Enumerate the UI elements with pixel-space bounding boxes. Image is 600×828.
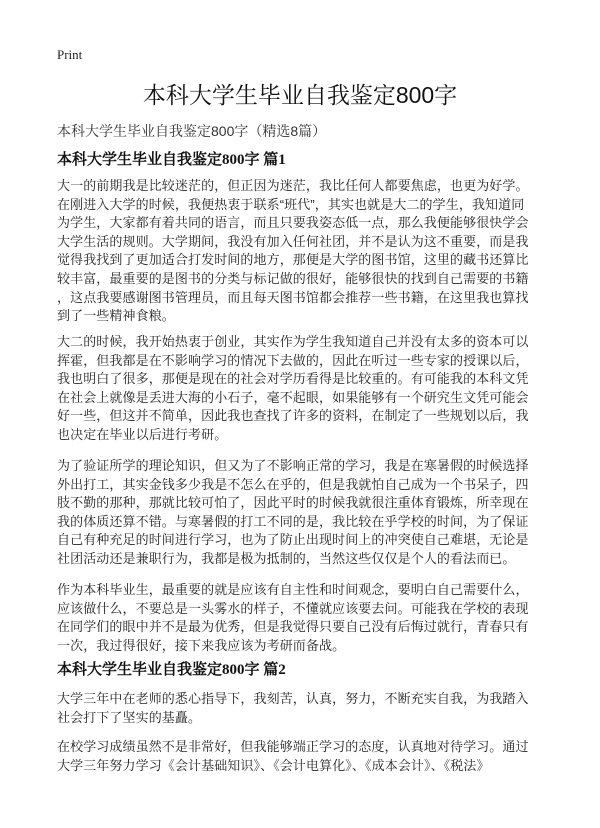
section-heading-1: 本科大学生毕业自我鉴定800字 篇1 bbox=[57, 152, 286, 168]
text-line: 外出打工，其实金钱多少我是不怎么在乎的，但是我就怕自己成为一个书呆子，四 bbox=[57, 476, 529, 492]
text-line: 一次，我过得很好，接下来我应该为考研而备战。 bbox=[57, 637, 346, 653]
section-heading-2: 本科大学生毕业自我鉴定800字 篇2 bbox=[57, 662, 286, 678]
text-line: 大学三年中在老师的悉心指导下，我刻苦，认真，努力，不断充实自我，为我踏入 bbox=[57, 691, 529, 706]
document-subtitle: 本科大学生毕业自我鉴定800字（精选8篇） bbox=[57, 123, 327, 139]
text-line: 大学生活的规则。大学期间，我没有加入任何社团，并不是认为这不重要，而是我 bbox=[57, 233, 529, 249]
text-line: 觉得我找到了更加适合打发时间的地方，那便是大学的图书馆，这里的藏书还算比 bbox=[57, 252, 529, 268]
text-line: 大一的前期我是比较迷茫的，但正因为迷茫，我比任何人都要焦虑，也更为好学。 bbox=[57, 178, 529, 193]
text-line: ，这点我要感谢图书管理员，而且每天图书馆都会推荐一些书籍，在这里我也算找 bbox=[57, 289, 529, 305]
text-line: 肢不勤的那种，那就比较可怕了，因此平时的时候我就很注重体育锻炼，所幸现在 bbox=[57, 495, 529, 511]
text-line: 大学三年努力学习《会计基础知识》、《会计电算化》、《成本会计》、《税法》 bbox=[57, 757, 490, 773]
text-line: 也决定在毕业以后进行考研。 bbox=[57, 426, 228, 442]
text-line: 大二的时候，我开始热衷于创业，其实作为学生我知道自己并没有太多的资本可以 bbox=[57, 334, 529, 349]
paragraph bbox=[57, 690, 549, 727]
text-line: 社会打下了坚实的基矗。 bbox=[57, 709, 202, 725]
text-line: 好一些，但这并不简单，因此我也查找了许多的资料，在制定了一些规划以后，我 bbox=[57, 408, 529, 424]
text-line: 在校学习成绩虽然不是非常好，但我能够端正学习的态度，认真地对待学习。通过 bbox=[57, 739, 529, 754]
page-title: 本科大学生毕业自我鉴定800字 bbox=[142, 82, 458, 108]
text-line: 挥霍，但我都是在不影响学习的情况下去做的，因此在听过一些专家的授课以后， bbox=[57, 352, 529, 368]
text-line: 应该做什么，不要总是一头雾水的样子，不懂就应该要去问。可能我在学校的表现 bbox=[57, 600, 529, 616]
print-link[interactable]: Print bbox=[57, 47, 83, 62]
text-line: 到了一些精神食粮。 bbox=[57, 308, 175, 324]
text-line: 较丰富，最重要的是图书的分类与标记做的很好，能够很快的找到自己需要的书籍 bbox=[57, 270, 529, 286]
paragraph bbox=[57, 177, 549, 326]
text-line: 我的体质还算不错。与寒暑假的打工不同的是，我比较在乎学校的时间，为了保证 bbox=[57, 513, 529, 529]
text-line: 自己有种充足的时间进行学习，也为了防止出现时间上的冲突使自己难堪，无论是 bbox=[57, 532, 529, 548]
text-line: 在同学们的眼中并不是最为优秀，但是我觉得只要自己没有后悔过就行，青春只有 bbox=[57, 619, 529, 635]
text-line: 为了验证所学的理论知识，但又为了不影响正常的学习，我是在寒暑假的时候选择 bbox=[57, 458, 529, 473]
text-line: 在社会上就像是丢进大海的小石子，毫不起眼，如果能够有一个研究生文凭可能会 bbox=[57, 389, 529, 405]
paragraph bbox=[57, 581, 549, 655]
text-line: 我也明白了很多，那便是现在的社会对学历看得是比较重的。有可能我的本科文凭 bbox=[57, 371, 529, 387]
paragraph bbox=[57, 457, 549, 569]
text-line: 为学生，大家都有着共同的语言，而且只要我姿态低一点，那么我便能够很快学会 bbox=[57, 215, 529, 231]
paragraph bbox=[57, 333, 549, 445]
text-line: 作为本科毕业生，最重要的就是应该有自主性和时间观念，要明白自己需要什么， bbox=[57, 582, 529, 597]
text-line: 在刚进入大学的时候，我便热衷于联系“班代”，其实也就是大二的学生，我知道同 bbox=[57, 196, 525, 212]
paragraph bbox=[57, 738, 549, 775]
text-line: 社团活动还是兼职行为，我都是极为抵制的，当然这些仅仅是个人的看法而已。 bbox=[57, 550, 516, 566]
